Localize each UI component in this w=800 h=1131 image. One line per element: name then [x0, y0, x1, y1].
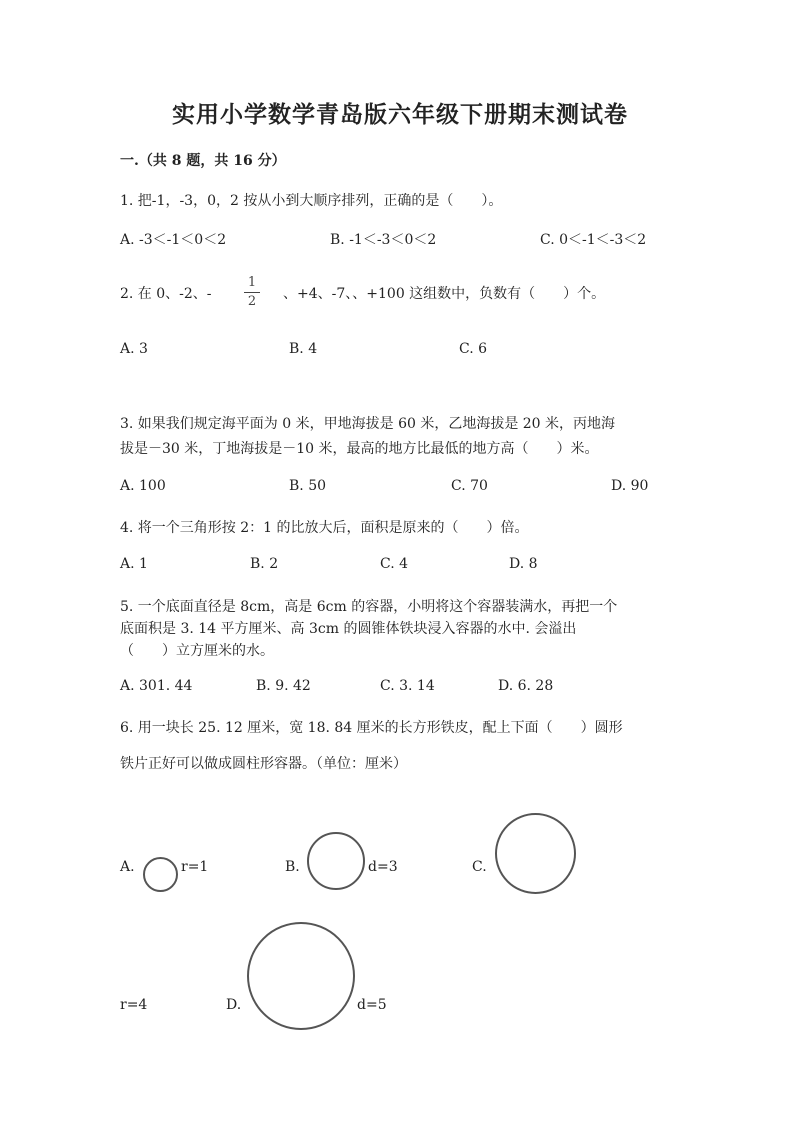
question-2-option-a: A. 3 — [120, 341, 148, 357]
question-5-option-c: C. 3. 14 — [380, 678, 435, 694]
question-6-option-c-label: C. — [472, 859, 487, 875]
fraction-bar — [244, 292, 260, 293]
question-1-option-a: A. -3＜-1＜0＜2 — [120, 232, 227, 248]
question-1-option-b: B. -1＜-3＜0＜2 — [330, 232, 437, 248]
question-6-option-a-label: A. — [120, 859, 135, 875]
question-3-option-b: B. 50 — [289, 478, 327, 494]
question-3-line-1: 3. 如果我们规定海平面为 0 米，甲地海拔是 60 米，乙地海拔是 20 米，丙地海 — [120, 416, 616, 432]
question-5-line-2: 底面积是 3. 14 平方厘米、高 3cm 的圆锥体铁块浸入容器的水中. 会溢出 — [120, 621, 577, 637]
circle-a-figure — [143, 857, 178, 892]
question-3-option-a: A. 100 — [120, 478, 166, 494]
fraction-one-half — [244, 276, 260, 309]
question-6-line-2: 铁片正好可以做成圆柱形容器。（单位：厘米） — [120, 756, 407, 772]
question-6-option-b-dimension: d=3 — [368, 859, 398, 875]
question-6-option-d-dimension: d=5 — [357, 997, 387, 1013]
question-5-option-b: B. 9. 42 — [256, 678, 311, 694]
fraction-numerator: 1 — [247, 275, 257, 290]
question-3-option-d: D. 90 — [611, 478, 649, 494]
question-6-option-b-label: B. — [285, 859, 300, 875]
question-4-option-b: B. 2 — [250, 556, 279, 572]
question-4-option-a: A. 1 — [120, 556, 148, 572]
question-5-line-1: 5. 一个底面直径是 8cm，高是 6cm 的容器，小明将这个容器装满水，再把一个 — [120, 599, 618, 615]
question-2-option-c: C. 6 — [459, 341, 488, 357]
question-6-line-1: 6. 用一块长 25. 12 厘米，宽 18. 84 厘米的长方形铁皮，配上下面（ ）圆形 — [120, 720, 623, 736]
question-1-text: 1. 把-1，-3，0，2 按从小到大顺序排列，正确的是（ ）。 — [120, 193, 503, 209]
circle-c-figure — [495, 813, 576, 894]
question-5-option-d: D. 6. 28 — [498, 678, 554, 694]
question-6-option-d-label: D. — [226, 997, 242, 1013]
question-4-option-d: D. 8 — [509, 556, 538, 572]
question-5-option-a: A. 301. 44 — [120, 678, 193, 694]
section-heading: 一.（共 8 题，共 16 分） — [120, 153, 286, 169]
question-6-option-a-dimension: r=1 — [181, 859, 209, 875]
question-6-option-c-dimension: r=4 — [120, 997, 148, 1013]
question-1-option-c: C. 0＜-1＜-3＜2 — [540, 232, 647, 248]
question-4-text: 4. 将一个三角形按 2：1 的比放大后，面积是原来的（ ）倍。 — [120, 520, 529, 536]
question-2-text-end: 、+4、-7、、+100 这组数中，负数有（ ）个。 — [283, 286, 606, 302]
question-5-line-3: （ ）立方厘米的水。 — [120, 643, 274, 659]
circle-d-figure — [247, 922, 355, 1030]
question-2-text-start: 2. 在 0、-2、- — [120, 286, 212, 302]
question-3-option-c: C. 70 — [451, 478, 488, 494]
fraction-denominator: 2 — [247, 294, 257, 309]
question-3-line-2: 拔是－30 米，丁地海拔是－10 米，最高的地方比最低的地方高（ ）米。 — [120, 441, 599, 457]
question-4-option-c: C. 4 — [380, 556, 409, 572]
page-title: 实用小学数学青岛版六年级下册期末测试卷 — [172, 101, 628, 128]
circle-b-figure — [307, 832, 365, 890]
question-2-option-b: B. 4 — [289, 341, 318, 357]
